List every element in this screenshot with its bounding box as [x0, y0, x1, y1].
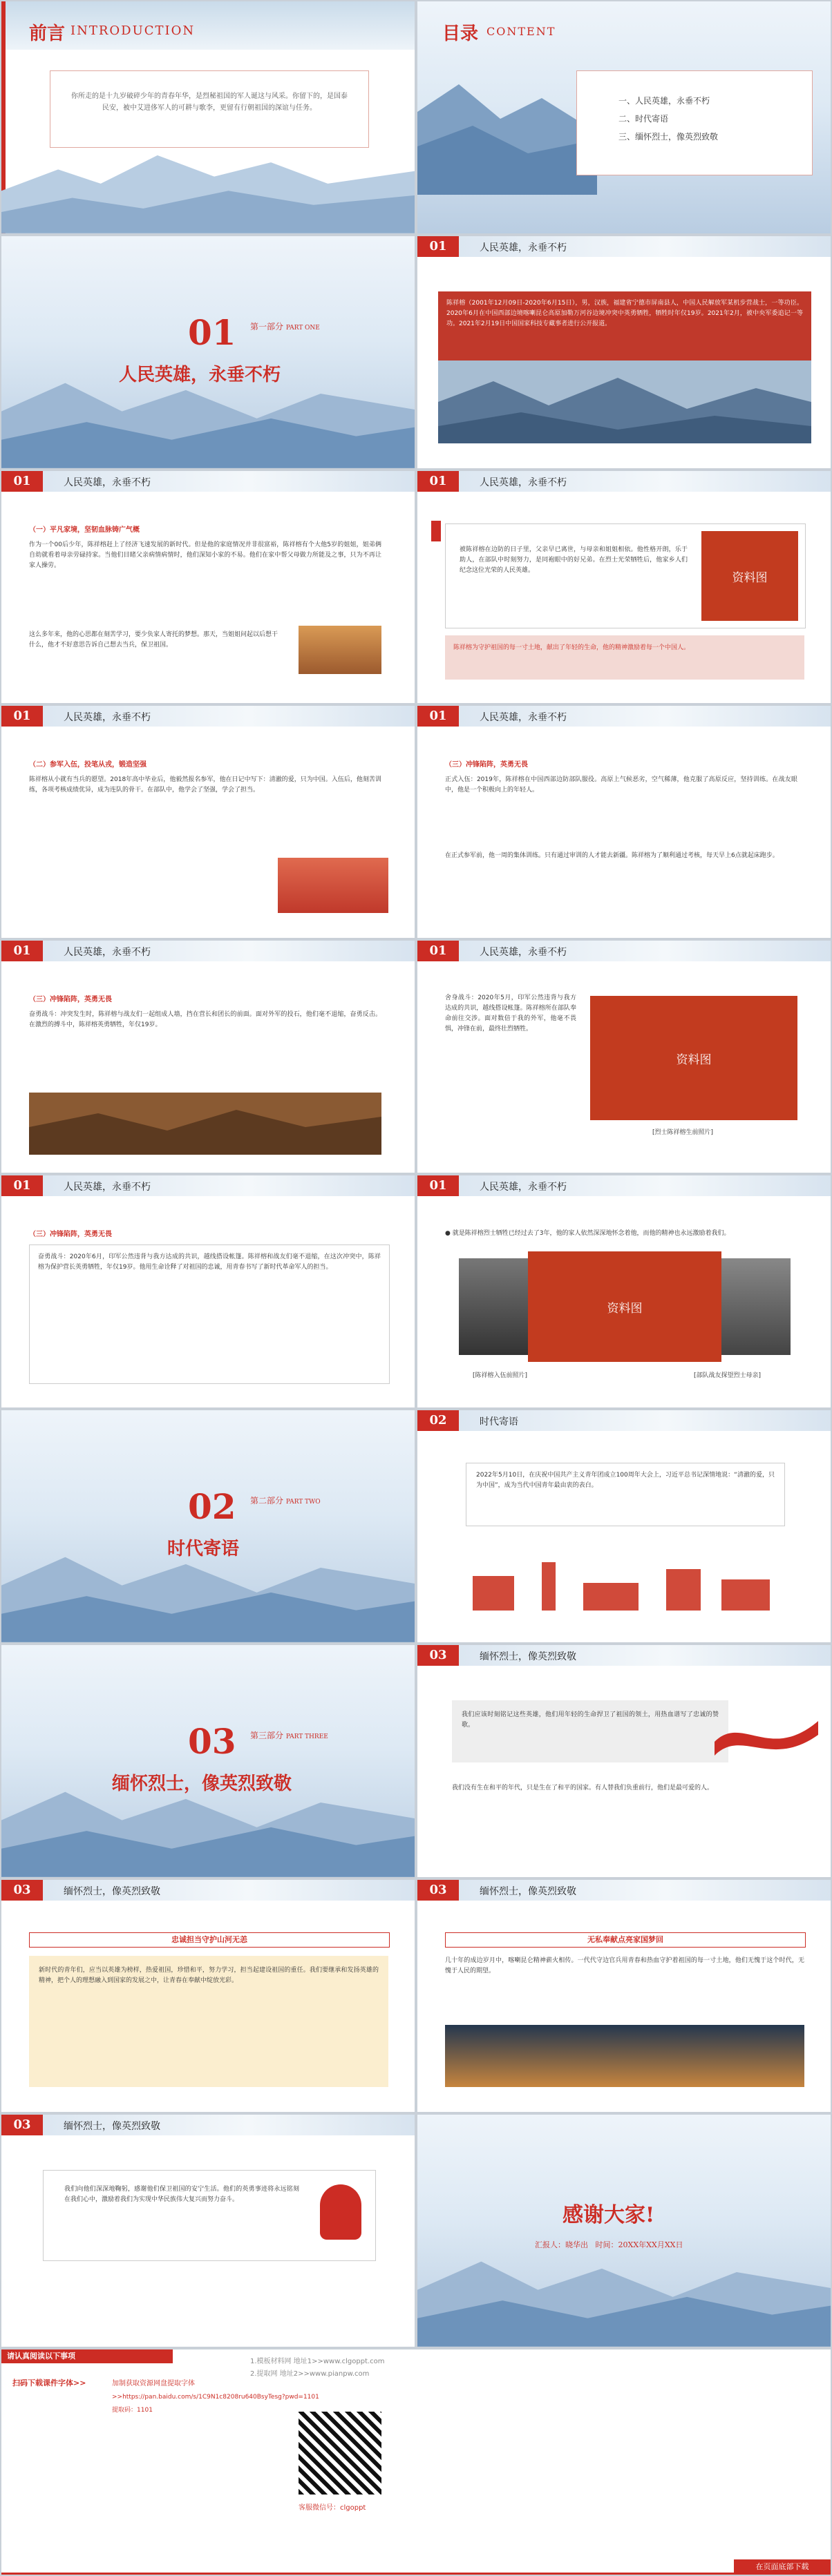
bullet-text: ● 就是陈祥榕烈士牺牲已经过去了3年，他的家人依然深深地怀念着他，而他的精神也永远激励着我们。: [445, 1230, 730, 1237]
text-panel: [29, 1956, 388, 2087]
speaker-line: 汇报人：晓华出 时间：20XX年XX月XX日: [535, 2240, 683, 2249]
section-header: 人民英雄，永垂不朽: [480, 242, 567, 253]
slide-title: 目录: [442, 23, 479, 44]
part-title: 人民英雄，永垂不朽: [119, 365, 281, 385]
section-number: 01: [417, 1175, 459, 1196]
section-number: 03: [1, 2115, 43, 2135]
slide-part-one[interactable]: [1, 236, 415, 468]
slide-family[interactable]: [1, 471, 415, 703]
body-text: 奋勇战斗：冲突发生时，陈祥榕与战友们一起组成人墙，挡在营长和团长的前面。面对外军的投石，他们毫不退缩，奋勇反击。在激烈的搏斗中，陈祥榕英勇牺牲，年仅19岁。: [29, 1011, 381, 1028]
part-label: 第二部分 PART TWO: [250, 1496, 321, 1506]
slide-preface[interactable]: [1, 1, 415, 233]
mountain-bg: [417, 2219, 831, 2347]
banner: [29, 1932, 390, 1948]
slide-hero-intro[interactable]: [417, 236, 831, 468]
city-photo: [445, 2025, 804, 2087]
subheading: （一）平凡家境，坚韧血脉铸广气概: [29, 526, 140, 534]
slide-charge-1[interactable]: [417, 706, 831, 938]
section-number: 01: [1, 1175, 43, 1196]
section-number: 01: [417, 471, 459, 492]
banner: [445, 1932, 806, 1948]
slide-bow[interactable]: [1, 2115, 415, 2347]
qr-caption: 客服微信号：clgoppt: [299, 2504, 366, 2512]
toc-list: [618, 92, 718, 146]
body-text: 陈祥榕从小就有当兵的愿望。2018年高中毕业后，他毅然报名参军，他在日记中写下：清澈的爱，只为中国。入伍后，他刻苦训练，各项考核成绩优异，成为连队的骨干。在部队中，他学会了坚强，学会了担当。: [29, 776, 381, 794]
mountain-left: [417, 57, 597, 195]
section-header: 人民英雄，永垂不朽: [64, 477, 151, 488]
qr-code-icon: [299, 2412, 381, 2495]
toc-card: [576, 70, 813, 175]
part-label: 第三部分 PART THREE: [250, 1731, 328, 1740]
subheading: （三）冲锋陷阵，英勇无畏: [29, 1231, 112, 1238]
link-1[interactable]: 1.模板材料网 地址1>>www.clgoppt.com: [250, 2358, 385, 2365]
font-download-label: 扫码下载课件字体>>: [12, 2378, 86, 2387]
toc-item-1[interactable]: 一、人民英雄，永垂不朽: [618, 96, 710, 106]
section-header: 人民英雄，永垂不朽: [64, 1182, 151, 1193]
caption-left: [陈祥榕入伍前照片]: [473, 1372, 528, 1379]
text-card: [29, 1244, 390, 1384]
footer-bar: [1, 2573, 831, 2575]
slide-part-two[interactable]: [1, 1410, 415, 1642]
thanks-title: 感谢大家!: [562, 2203, 655, 2227]
section-number: 02: [417, 1410, 459, 1431]
section-number: 03: [417, 1645, 459, 1666]
slide-dedication[interactable]: [417, 1880, 831, 2112]
mountain-bg: [1, 340, 415, 468]
section-number: 01: [417, 706, 459, 727]
slide-contents[interactable]: [417, 1, 831, 233]
notice-title: 请认真阅读以下事项: [1, 2349, 173, 2363]
preface-text: 你所走的是十九岁破碎少年的青春年华，是烈秘祖国的军人诞这与风采。你留下的，是国泰民安，被中艾进侈军人的可耕与歌李，更留有行朝祖国的深谊与任务。: [71, 93, 348, 112]
slide-thanks[interactable]: [417, 2115, 831, 2347]
quote-box: [445, 635, 804, 680]
slide-material[interactable]: [417, 471, 831, 703]
part-number: 02: [188, 1486, 236, 1527]
section-header: 人民英雄，永垂不朽: [480, 947, 567, 958]
body-text-2: 这么多年来，他的心思都在刻苦学习，要少负家人寄托的梦想。那天，当姐姐问起以后想干什么，他才不好意思告诉自己想去当兵，保卫祖国。: [29, 631, 278, 648]
quote-card: [466, 1463, 785, 1526]
part-number: 01: [188, 312, 236, 353]
part-title: 时代寄语: [167, 1539, 240, 1559]
slide-charge-4[interactable]: [1, 1175, 415, 1407]
section-header: 缅怀烈士，像英烈致敬: [480, 1886, 576, 1897]
part-title: 缅怀烈士，像英烈致敬: [112, 1774, 292, 1794]
mountain-bg: [1, 1749, 415, 1877]
body-text: 奋勇战斗：2020年6月，印军公然违背与我方达成的共识，越线搭设帐篷。陈祥榕和战友们毫不退缩，在这次冲突中，陈祥榕为保护营长英勇牺牲，年仅19岁。他用生命诠释了对祖国的忠诚，用青春书写了新时代革命军人的担当。: [38, 1253, 381, 1271]
hand-icon: [320, 2184, 361, 2240]
caption-right: [部队战友探望烈士母亲]: [694, 1372, 762, 1379]
quote-text: 陈祥榕为守护祖国的每一寸土地，献出了年轻的生命，他的精神激励着每一个中国人。: [453, 644, 690, 651]
link-2[interactable]: 2.提取网 地址2>>www.pianpw.com: [250, 2370, 370, 2378]
mountain-bg: [1, 106, 415, 233]
quote-text: 2022年5月10日，在庆祝中国共产主义青年团成立100周年大会上，习近平总书记深情地说：“清澈的爱，只为中国”，成为当代中国青年最由衷的表白。: [476, 1472, 775, 1489]
body-text: 新时代的青年们，应当以英雄为榜样，热爱祖国，珍惜和平，努力学习，担当起建设祖国的重任。我们要继承和发扬英雄的精神，把个人的理想融入到国家的发展之中，让青春在奉献中绽放光彩。: [39, 1967, 379, 1984]
section-header: 缅怀烈士，像英烈致敬: [64, 1886, 160, 1897]
slide-memory[interactable]: [417, 1175, 831, 1407]
section-number: 03: [1, 1880, 43, 1901]
section-header: 缅怀烈士，像英烈致敬: [64, 2121, 160, 2132]
subheading: （三）冲锋陷阵，英勇无畏: [445, 761, 528, 769]
slide-part-three[interactable]: [1, 1645, 415, 1877]
section-header: 人民英雄，永垂不朽: [480, 1182, 567, 1193]
body-text-2: 我们没有生在和平的年代，只是生在了和平的国家。有人替我们负重前行，他们是最可爱的人。: [452, 1785, 714, 1791]
section-header: 人民英雄，永垂不朽: [64, 712, 151, 723]
section-header: 人民英雄，永垂不朽: [64, 947, 151, 958]
section-number: 01: [417, 236, 459, 257]
text-card: [43, 2170, 376, 2261]
mountain-photo: [438, 361, 811, 443]
section-header: 人民英雄，永垂不朽: [480, 712, 567, 723]
part-number: 03: [188, 1721, 236, 1762]
section-number: 01: [1, 471, 43, 492]
section-header: 人民英雄，永垂不朽: [480, 477, 567, 488]
image-placeholder: 资料图: [528, 1251, 721, 1362]
slide-title-en: INTRODUCTION: [70, 23, 196, 38]
banner-text: 忠诚担当守护山河无恙: [171, 1935, 247, 1944]
slide-era-message[interactable]: [417, 1410, 831, 1642]
image-caption: [烈士陈祥榕生前照片]: [652, 1129, 714, 1136]
subheading: （三）冲锋陷阵，英勇无畏: [29, 996, 112, 1003]
body-text: 我们应该时刻铭记这些英雄，他们用年轻的生命捍卫了祖国的领土，用热血谱写了忠诚的赞歌。: [462, 1711, 719, 1729]
material-text: 被陈祥榕在边防的日子里，父亲早已离世，与母亲和姐姐相依。他性格开朗，乐于助人，在部队中时刻努力，是同袍眼中的好兄弟。在烈士光荣牺牲后，他家乡人们纪念这位光荣的人民英雄。: [460, 546, 688, 574]
toc-item-3[interactable]: 三、缅怀烈士，像英烈致敬: [618, 132, 719, 142]
section-header: 时代寄语: [480, 1416, 518, 1428]
toc-item-2[interactable]: 二、时代寄语: [618, 114, 669, 124]
slide-charge-2[interactable]: [1, 941, 415, 1173]
body-text: 我们向他们深深地鞠躬，感谢他们保卫祖国的安宁生活。他们的英勇事迹将永远铭刻在我们心中，激励着我们为实现中华民族伟大复兴而努力奋斗。: [64, 2186, 299, 2203]
body-text-2: 在正式参军前，他一周的集体训练。只有通过审训的人才能去新疆。陈祥榕为了顺利通过考核，每天早上6点就起床跑步。: [445, 852, 779, 859]
gray-card: [452, 1700, 728, 1762]
slide-title-en: CONTENT: [486, 25, 556, 38]
mountain-bg: [1, 1515, 415, 1642]
font-download-url[interactable]: >>https://pan.baidu.com/s/1C9N1c8208ru640BsyTesg?pwd=1101: [112, 2394, 319, 2401]
great-wall-photo: [29, 1093, 381, 1155]
banner-text: 无私奉献点亮家国梦回: [587, 1935, 663, 1944]
body-text: 几十年的成边岁月中，喀喇昆仑精神薪火相传。一代代守边官兵用青春和热血守护着祖国的每一寸土地，他们无愧于这个时代，无愧于人民的期望。: [445, 1957, 804, 1974]
landmark-illustration: [459, 1541, 791, 1617]
section-number: 01: [1, 706, 43, 727]
body-text: 舍身战斗：2020年5月，印军公然违背与我方达成的共识，越线搭设帐篷。陈祥榕所在部队奉命前往交涉。面对数倍于我的外军，他毫不畏惧，冲锋在前，最终壮烈牺牲。: [445, 994, 576, 1032]
section-number: 01: [417, 941, 459, 961]
slide-loyalty[interactable]: [1, 1880, 415, 2112]
slide-enlist[interactable]: [1, 706, 415, 938]
ribbon-decoration: [715, 1700, 818, 1769]
download-notice: [1, 2349, 831, 2575]
section-header: 缅怀烈士，像英烈致敬: [480, 1651, 576, 1662]
password-line: 提取码：1101: [112, 2407, 153, 2414]
body-text: 作为一个00后少年，陈祥榕赶上了经济飞速发展的新时代。但是他的家庭情况并非很富裕，陈祥榕有个大他5岁的姐姐，姐弟俩自幼就看着母亲劳碌持家。当他们目睹父亲病情病情时，他们深知小家的不易。他们在家中帮父母做力所能及之事，只为不再让家人操劳。: [29, 541, 381, 569]
slide-title: 前言: [29, 23, 66, 44]
intro-text: 陈祥榕（2001年12月09日-2020年6月15日），男，汉族，福建省宁德市屏南县人，中国人民解放军某机步营战士，一等功臣。2020年6月在中国西部边境喀喇昆仑高原加勒万河谷边境冲突中英勇牺牲，牺牲时年仅19岁。2021年2月，被中央军委追记一等功。2021年2月19日中国国家科技专藏事者进行公开报道。: [446, 300, 803, 327]
part-label: 第一部分 PART ONE: [250, 322, 320, 331]
intro-card: [438, 291, 811, 361]
section-number: 03: [417, 1880, 459, 1901]
slide-charge-3[interactable]: [417, 941, 831, 1173]
material-image-placeholder: 资料图: [701, 531, 798, 621]
font-download-title: 加制获取资源网盘提取字体: [112, 2380, 195, 2387]
building-photo: [299, 626, 381, 674]
section-number: 01: [1, 941, 43, 961]
bookmark-icon: [431, 521, 441, 541]
subheading: （二）参军入伍，投笔从戎，锻造坚强: [29, 761, 146, 769]
body-text: 正式入伍：2019年，陈祥榕在中国西部边防部队服役。高原上气候恶劣，空气稀薄，他克服了高原反应，坚持训练。在战友眼中，他是一个积极向上的年轻人。: [445, 776, 797, 794]
flag-photo: [278, 858, 388, 913]
image-placeholder: 资料图: [590, 996, 797, 1120]
material-card: [445, 523, 806, 628]
download-button[interactable]: 在页面底部下载: [734, 2559, 831, 2575]
slide-remember[interactable]: [417, 1645, 831, 1877]
